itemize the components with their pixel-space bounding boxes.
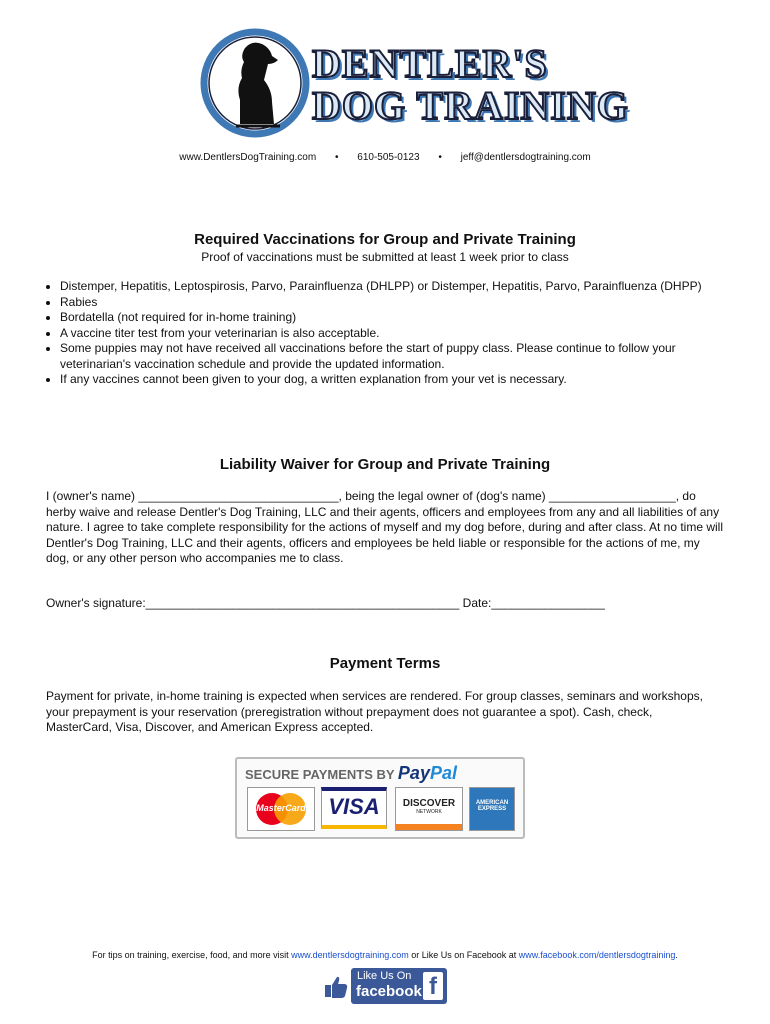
logo-title-line1: DENTLER'S [312, 41, 548, 86]
thumbs-up-icon [323, 974, 349, 1000]
secure-payments-text [245, 763, 457, 784]
email-text: jeff@dentlersdogtraining.com [460, 152, 591, 163]
vaccinations-section [0, 231, 770, 264]
footer-text [0, 950, 770, 960]
vaccinations-list-wrap [46, 279, 726, 388]
website-link[interactable]: www.dentlersdogtraining.com [291, 950, 409, 960]
vaccinations-subtitle: Proof of vaccinations must be submitted at least 1 week prior to class [201, 250, 569, 264]
facebook-f-icon: f [423, 972, 443, 1000]
paypal-pay-text: Pay [397, 763, 430, 783]
facebook-like-text: Like Us On [357, 970, 412, 982]
waiver-text: I (owner's name) ______________________________, being the legal owner of (dog's name) ___________________, do herby waive and release Dentler's Dog Training, LLC and their agents, officers and employees from any and all liabilities of any nature. I agree to take complete responsibility for the actions of myself and my dog before, during and after class. At no time will Dentler's Dog Training, LLC and their agents, officers and employees be held liable or responsible for the actions of me, my dog, or any other person who accompanies me to class. [46, 489, 724, 565]
logo-title-line2: DOG TRAINING [312, 83, 629, 128]
vaccinations-title: Required Vaccinations for Group and Private Training [194, 231, 576, 248]
website-text: www.DentlersDogTraining.com [179, 152, 317, 163]
list-item: • A vaccine titer test from your veterinarian is also acceptable. [60, 326, 726, 342]
discover-sub-label: NETWORK [416, 809, 442, 815]
secure-payments-badge [235, 757, 525, 839]
company-logo [200, 28, 629, 138]
separator-bullet: • [334, 152, 339, 163]
discover-icon [395, 787, 463, 831]
payment-text: Payment for private, in-home training is expected when services are rendered. For group classes, seminars and workshops, your prepayment is your reservation (preregistration without prepayment does not guarantee a spot). Cash, check, MasterCard, Visa, Discover, and American Express accepted. [46, 689, 703, 734]
amex-label-line2: EXPRESS [477, 806, 507, 812]
secure-payments-label: SECURE PAYMENTS BY [245, 767, 395, 782]
footer-text-before: For tips on training, exercise, food, and more visit [92, 950, 292, 960]
list-item: • Rabies [60, 295, 726, 311]
list-item: • Some puppies may not have received all vaccinations before the start of puppy class. Please continue to follow your veterinarian's vaccination schedule and provide the updated information. [60, 341, 726, 372]
list-item: • Distemper, Hepatitis, Leptospirosis, Parvo, Parainfluenza (DHLPP) or Distemper, Hepatitis, Parvo, Parainfluenza (DHPP) [60, 279, 726, 295]
facebook-like-badge[interactable] [323, 968, 447, 1004]
payment-section [0, 655, 770, 672]
payment-title: Payment Terms [329, 655, 441, 672]
waiver-section [0, 456, 770, 473]
facebook-link[interactable]: www.facebook.com/dentlersdogtraining [518, 950, 676, 960]
vaccinations-list [46, 279, 726, 388]
discover-label: DISCOVER [402, 798, 456, 809]
waiver-title: Liability Waiver for Group and Private Training [219, 456, 551, 473]
visa-label: VISA [328, 794, 380, 819]
visa-icon [321, 787, 387, 829]
paypal-logo [398, 763, 457, 783]
facebook-box [351, 968, 447, 1004]
phone-text: 610-505-0123 [357, 152, 420, 163]
footer-text-end: . [675, 950, 678, 960]
separator-bullet: • [438, 152, 442, 163]
list-item: • If any vaccines cannot been given to your dog, a written explanation from your vet is necessary. [60, 372, 726, 388]
facebook-brand-text: facebook [356, 983, 422, 1000]
signature-line: Owner's signature:_______________________________________________ Date:_________________ [46, 596, 605, 610]
dog-logo-icon [200, 28, 312, 138]
list-item: • Bordatella (not required for in-home training) [60, 310, 726, 326]
mastercard-icon [247, 787, 315, 831]
paypal-pal-text: Pal [429, 763, 457, 783]
mastercard-label: MasterCard [256, 803, 306, 813]
footer-text-middle: or Like Us on Facebook at [408, 950, 519, 960]
amex-label-line1: AMERICAN [475, 800, 509, 806]
contact-line [0, 152, 770, 163]
american-express-icon [469, 787, 515, 831]
